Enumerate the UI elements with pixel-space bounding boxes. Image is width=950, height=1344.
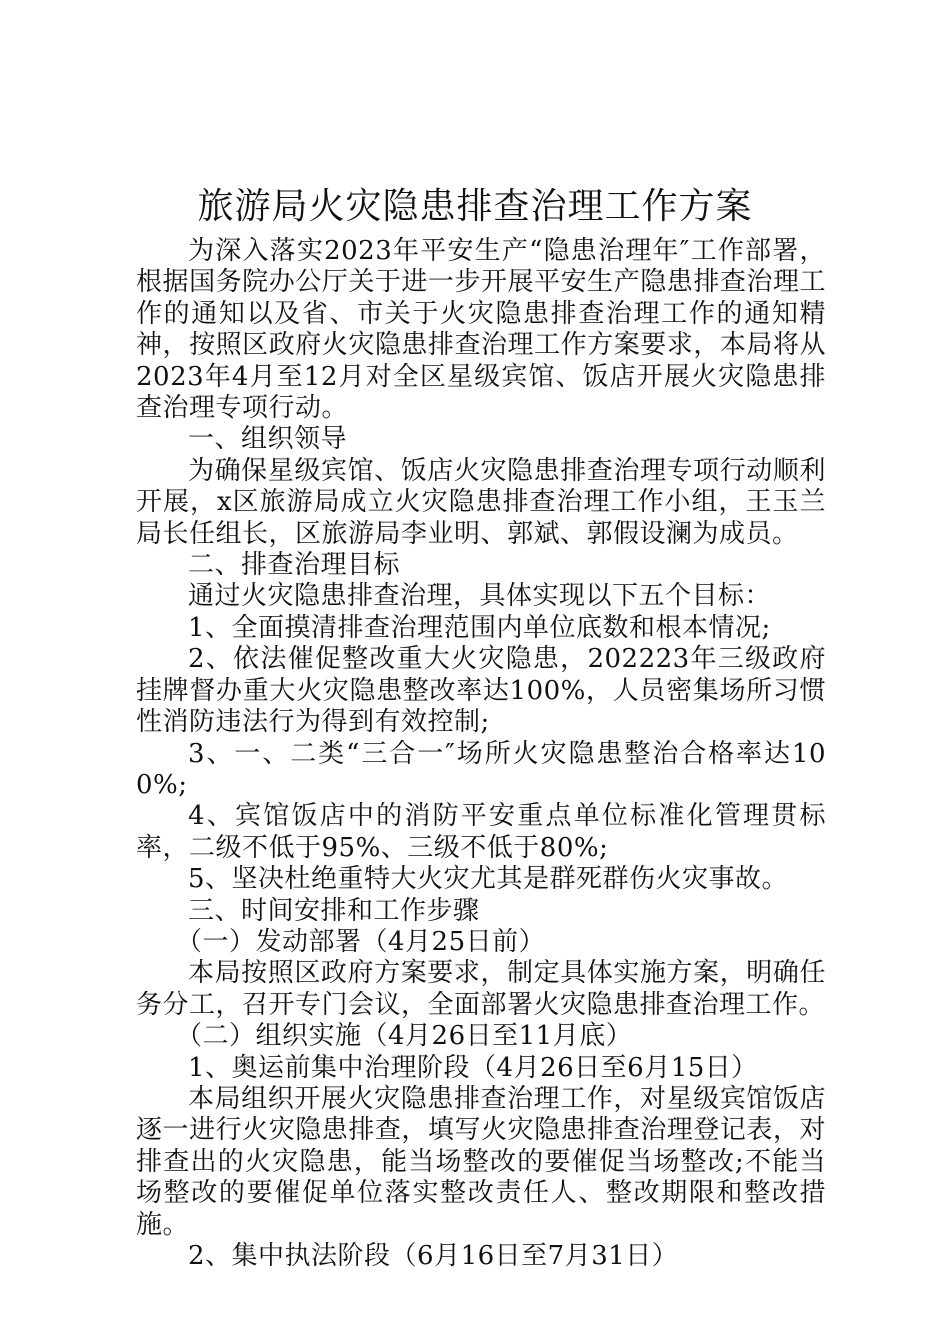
- organization-paragraph: 为确保星级宾馆、饭店火灾隐患排查治理专项行动顺利开展，x区旅游局成立火灾隐患排查治理工作小组，王玉兰局长任组长，区旅游局李业明、郭斌、郭假设澜为成员。: [136, 455, 826, 549]
- section-heading-schedule: 三、时间安排和工作步骤: [188, 895, 480, 926]
- phase-heading-implementation: （二）组织实施（4月26日至11月底）: [176, 1021, 633, 1052]
- goal-item: 4、宾馆饭店中的消防平安重点单位标准化管理贯标率，二级不低于95%、三级不低于80%;: [136, 801, 826, 863]
- goal-item: 1、全面摸清排查治理范围内单位底数和根本情况;: [188, 612, 771, 643]
- goal-item: 5、坚决杜绝重特大火灾尤其是群死群伤火灾事故。: [188, 864, 789, 895]
- document-title: 旅游局火灾隐患排查治理工作方案: [197, 186, 753, 227]
- intro-paragraph: 为深入落实2023年平安生产“隐患治理年″工作部署，根据国务院办公厅关于进一步开展平安生产隐患排查治理工作的通知以及省、市关于火灾隐患排查治理工作的通知精神，按照区政府火灾隐患排查治理工作方案要求，本局将从2023年4月至12月对全区星级宾馆、饭店开展火灾隐患排查治理专项行动。: [136, 236, 826, 424]
- section-heading-organization: 一、组织领导: [188, 424, 348, 455]
- phase-heading-deployment: （一）发动部署（4月25日前）: [176, 926, 546, 957]
- stage-heading-concentrated-governance: 1、奥运前集中治理阶段（4月26日至6月15日）: [188, 1052, 758, 1083]
- goals-lead-paragraph: 通过火灾隐患排查治理，具体实现以下五个目标：: [188, 581, 772, 612]
- goal-item: 2、依法催促整改重大火灾隐患，202223年三级政府挂牌督办重大火灾隐患整改率达100%，人员密集场所习惯性消防违法行为得到有效控制;: [136, 644, 826, 738]
- section-heading-goals: 二、排查治理目标: [188, 550, 401, 581]
- goal-item: 3、一、二类“三合一″场所火灾隐患整治合格率达100%;: [136, 738, 826, 800]
- stage-heading-enforcement: 2、集中执法阶段（6月16日至7月31日）: [188, 1241, 679, 1271]
- document-body: [136, 236, 826, 1272]
- concentrated-governance-paragraph: 本局组织开展火灾隐患排查治理工作，对星级宾馆饭店逐一进行火灾隐患排查，填写火灾隐患排查治理登记表，对排查出的火灾隐患，能当场整改的要催促当场整改;不能当场整改的要催促单位落实整改责任人、整改期限和整改措施。: [136, 1083, 826, 1240]
- deployment-paragraph: 本局按照区政府方案要求，制定具体实施方案，明确任务分工，召开专门会议，全面部署火灾隐患排查治理工作。: [136, 958, 826, 1020]
